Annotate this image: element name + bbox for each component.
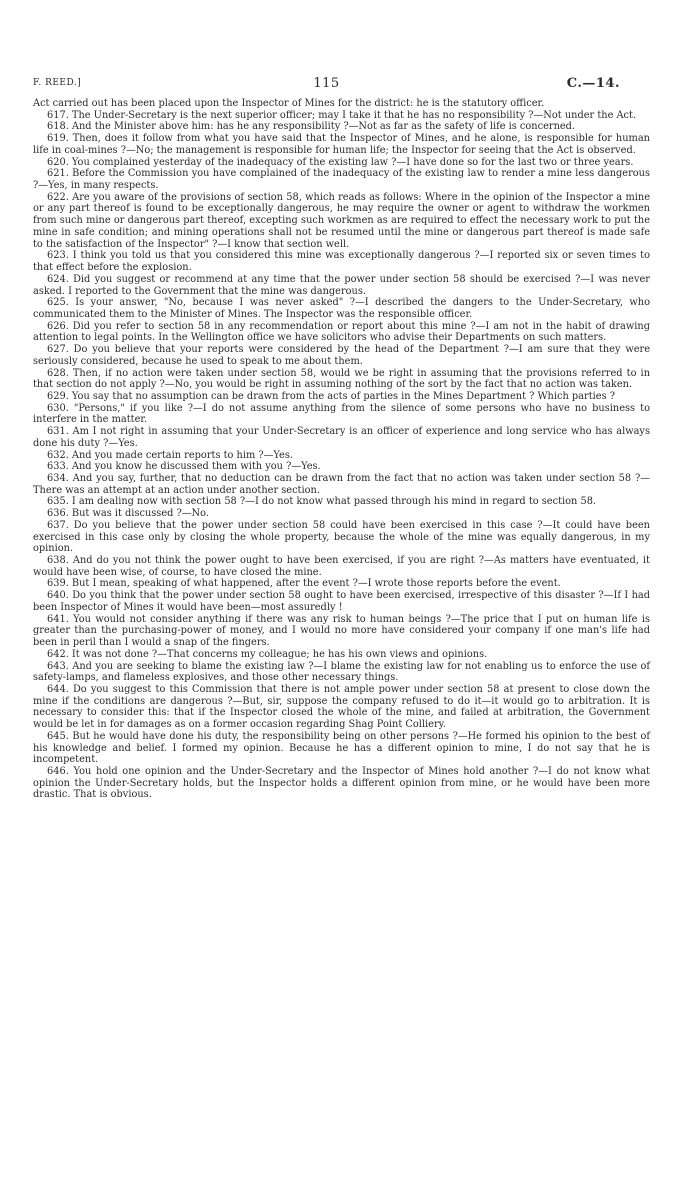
testimony-paragraph: 643. And you are seeking to blame the existing law ?—I blame the existing law for not enabling us to enforce the use of safety-lamps, and flameless explosives, and those other necessary things.	[33, 660, 650, 684]
testimony-paragraph: 627. Do you believe that your reports were considered by the head of the Department ?—I am sure that they were seriously considered, because he used to speak to me about them.	[33, 344, 650, 367]
testimony-paragraph: 644. Do you suggest to this Commission that there is not ample power under section 58 at present to close down the mine if the conditions are dangerous ?—But, sir, suppose the company refused to do it—it would go to arbitration. It is necessary to consider this: that if the Inspector closed the whole of the mine, and failed at arbitration, the Government would be let in for damages as on a former occasion regarding Shag Point Colliery.	[33, 683, 650, 731]
testimony-paragraph: 642. It was not done ?—That concerns my colleague; he has his own views and opinions.	[47, 648, 488, 660]
testimony-paragraph: 635. I am dealing now with section 58 ?—I do not know what passed through his mind in regard to section 58.	[47, 496, 597, 508]
document-body	[33, 98, 650, 801]
testimony-paragraph: 639. But I mean, speaking of what happened, after the event ?—I wrote those reports before the event.	[47, 578, 561, 590]
testimony-paragraph: 640. Do you think that the power under section 58 ought to have been exercised, irrespective of this disaster ?—If I had been Inspector of Mines it would have been—most assuredly !	[33, 590, 650, 613]
testimony-paragraph: 618. And the Minister above him: has he any responsibility ?—Not as far as the safety of life is concerned.	[47, 121, 576, 133]
testimony-paragraph: 628. Then, if no action were taken under section 58, would we be right in assuming that the provisions referred to in that section do not apply ?—No, you would be right in assuming nothing of the sort by the fact that no action was taken.	[33, 367, 650, 391]
page-number: 115	[313, 76, 340, 91]
testimony-paragraph: 625. Is your answer, "No, because I was never asked" ?—I described the dangers to the Under-Secretary, who communicated them to the Minister of Mines. The Inspector was the responsible officer.	[33, 297, 650, 320]
testimony-paragraph: 623. I think you told us that you considered this mine was exceptionally dangerous ?—I reported six or seven times to that effect before the explosion.	[33, 250, 650, 274]
testimony-paragraph: 638. And do you not think the power ought to have been exercised, if you are right ?—As matters have eventuated, it would have been wise, of course, to have closed the mine.	[33, 555, 650, 578]
testimony-paragraph: 633. And you know he discussed them with you ?—Yes.	[47, 461, 321, 473]
testimony-paragraph: 641. You would not consider anything if there was any risk to human beings ?—The price that I put on human life is greater than the purchasing-power of money, and I would no more have considered your company if one man's life had been in peril than I would a snap of the fingers.	[33, 613, 650, 649]
testimony-paragraph: 624. Did you suggest or recommend at any time that the power under section 58 should be exercised ?—I was never asked. I reported to the Government that the mine was dangerous.	[33, 273, 650, 297]
testimony-paragraph: 626. Did you refer to section 58 in any recommendation or report about this mine ?—I am not in the habit of drawing attention to legal points. In the Wellington office we have solicitors who advise their Departments on such matters.	[33, 320, 650, 344]
witness-name: F. REED.]	[33, 78, 82, 88]
testimony-paragraph: 634. And you say, further, that no deduction can be drawn from the fact that no action was taken under section 58 ?—There was an attempt at an action under another section.	[33, 473, 650, 496]
testimony-paragraph: 631. Am I not right in assuming that your Under-Secretary is an officer of experience and long service who has always done his duty ?—Yes.	[33, 426, 650, 449]
page-header	[33, 76, 620, 92]
testimony-paragraph: 617. The Under-Secretary is the next superior officer; may I take it that he has no responsibility ?—Not under the Act.	[47, 109, 637, 121]
testimony-paragraph: 622. Are you aware of the provisions of section 58, which reads as follows: Where in the opinion of the Inspector a mine or any part thereof is found to be exceptionally dangerous, he may require the owner or agent to withdraw the workmen from such mine or dangerous part thereof, excepting such workmen as are required to effect the necessary work to put the mine in safe condition; and mining operations shall not be resumed until the mine or dangerous part thereof is made safe to the satisfaction of the Inspector" ?—I know that section well.	[33, 191, 650, 250]
testimony-paragraph: 645. But he would have done his duty, the responsibility being on other persons ?—He formed his opinion to the best of his knowledge and belief. I formed my opinion. Because he has a different opinion to mine, I do not say that he is incompetent.	[33, 730, 650, 766]
testimony-paragraph: 636. But was it discussed ?—No.	[47, 508, 209, 520]
testimony-paragraph: 621. Before the Commission you have complained of the inadequacy of the existing law to render a mine less dangerous ?—Yes, in many respects.	[33, 168, 650, 192]
testimony-paragraph: 629. You say that no assumption can be drawn from the acts of parties in the Mines Department ? Which parties ?	[47, 390, 615, 402]
testimony-paragraph: 646. You hold one opinion and the Under-Secretary and the Inspector of Mines hold another ?—I do not know what opinion the Under-Secretary holds, but the Inspector holds a different opinion from mine, or he would have been more drastic. That is obvious.	[33, 765, 650, 801]
document-reference: C.—14.	[566, 76, 620, 91]
testimony-paragraph: 630. "Persons," if you like ?—I do not assume anything from the silence of some persons who have no business to interfere in the matter.	[33, 402, 650, 426]
testimony-paragraph: 619. Then, does it follow from what you have said that the Inspector of Mines, and he alone, is responsible for human life in coal-mines ?—No; the management is responsible for human life; the Inspector for seeing that the Act is observed.	[33, 133, 650, 156]
testimony-paragraph: 620. You complained yesterday of the inadequacy of the existing law ?—I have done so for the last two or three years.	[47, 156, 634, 168]
continued-paragraph: Act carried out has been placed upon the Inspector of Mines for the district: he is the statutory officer.	[33, 98, 545, 109]
testimony-paragraph: 632. And you made certain reports to him ?—Yes.	[47, 449, 293, 461]
testimony-paragraph: 637. Do you believe that the power under section 58 could have been exercised in this case ?—It could have been exercised in this case only by closing the whole property, because the whole of the mine was equally dangerous, in my opinion.	[33, 519, 650, 555]
